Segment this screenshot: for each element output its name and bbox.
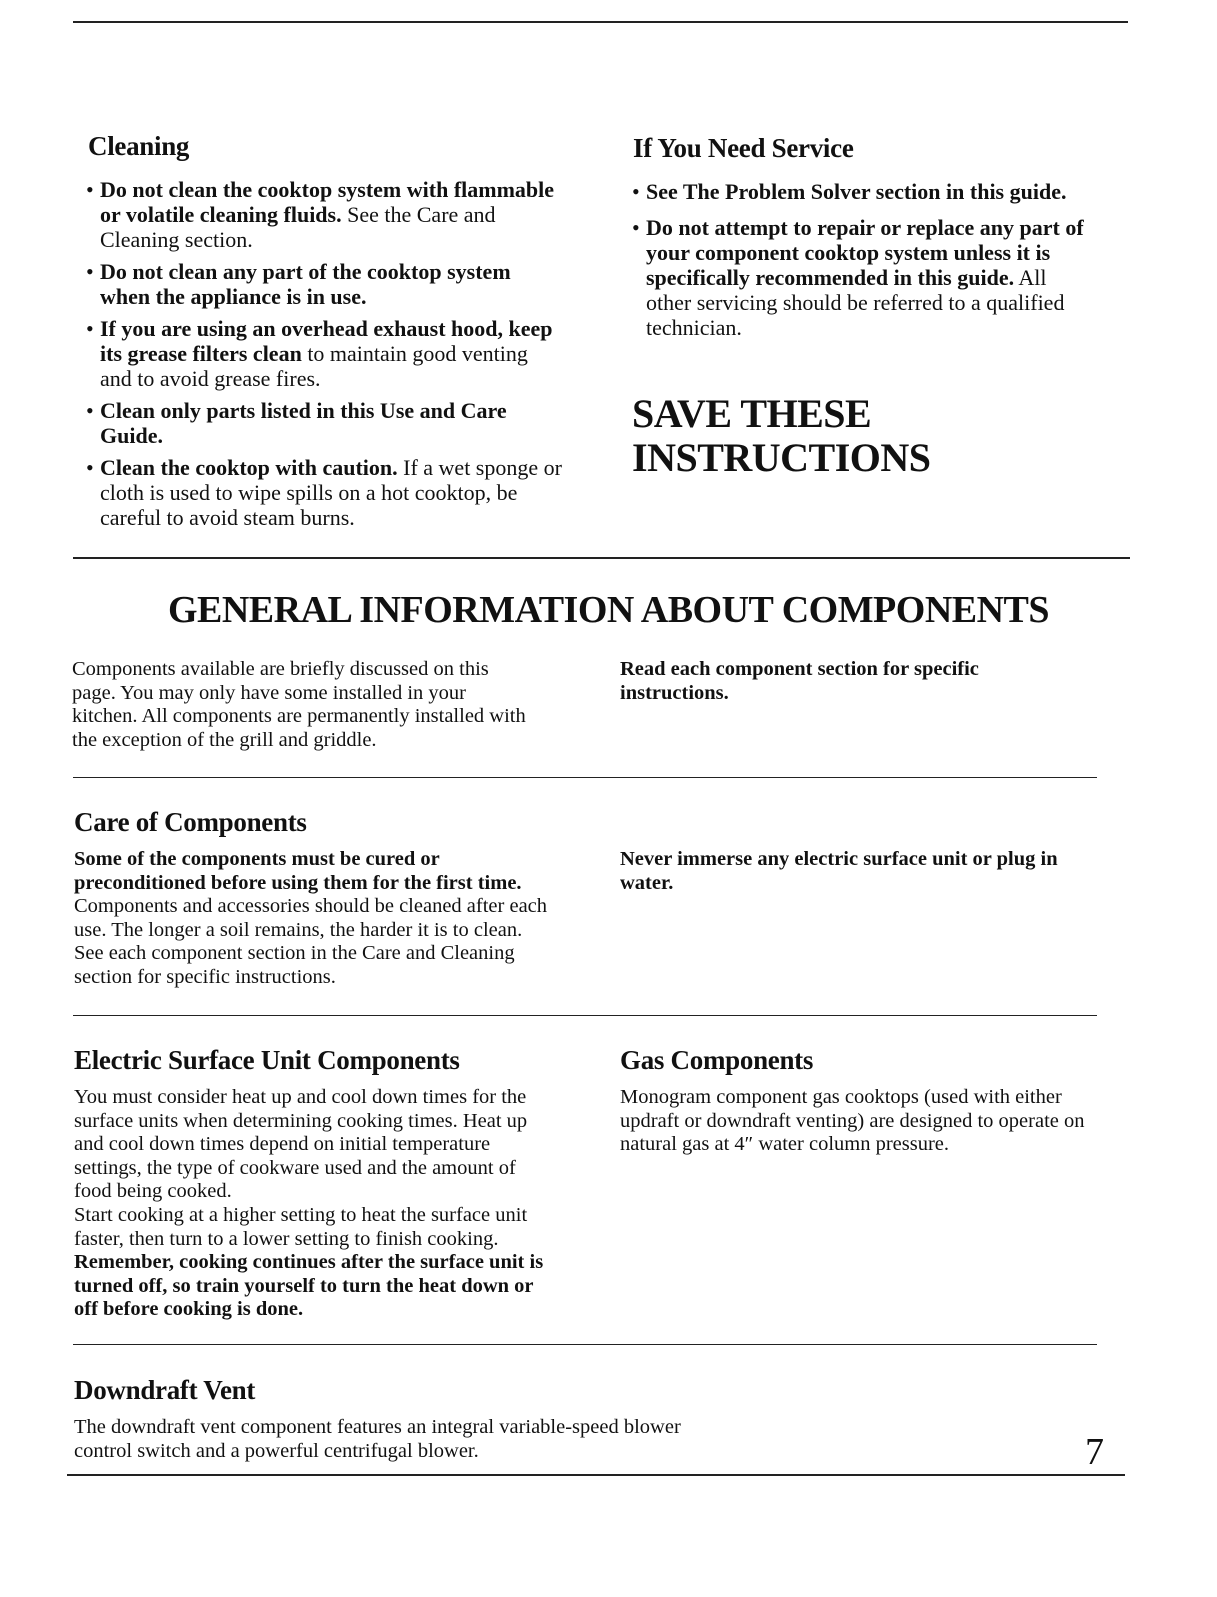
cleaning-heading: Cleaning (88, 131, 190, 161)
bullet-text: All other servicing should be referred to a qualified technician. (646, 265, 1065, 340)
electric-heading: Electric Surface Unit Components (74, 1045, 460, 1075)
cleaning-bullet-4 (86, 398, 540, 448)
care-heading: Care of Components (74, 807, 307, 837)
bullet-dot: • (86, 455, 94, 480)
general-right-text (620, 658, 1060, 705)
cleaning-bullet-5 (86, 455, 570, 530)
bullet-text: If a wet sponge or cloth is used to wipe spills on a hot cooktop, be careful to avoid steam burns. (100, 455, 562, 530)
bullet-dot: • (632, 179, 640, 204)
care-right-text (620, 848, 1070, 895)
care-right-bold: Never immerse any electric surface unit or plug in water. (620, 848, 1058, 894)
bullet-bold: Do not clean the cooktop system with flammable or volatile cleaning fluids. (100, 177, 555, 227)
bullet-bold: Clean only parts listed in this Use and Care Guide. (100, 398, 507, 448)
bullet-dot: • (86, 398, 94, 423)
gas-heading: Gas Components (620, 1045, 814, 1075)
general-left-text: Components available are briefly discussed on this page. You may only have some installed in your kitchen. All components are permanently installed with the exception of the grill and griddle. (72, 658, 526, 751)
downdraft-heading: Downdraft Vent (74, 1375, 256, 1405)
bullet-dot: • (86, 177, 94, 202)
electric-para-2 (74, 1204, 544, 1322)
service-bullet-1 (632, 179, 1116, 204)
section-rule (73, 1344, 1097, 1345)
section-rule (73, 1015, 1097, 1016)
service-bullet-2 (632, 215, 1091, 340)
bottom-rule (67, 1474, 1125, 1476)
bullet-bold: Do not clean any part of the cooktop system when the appliance is in use. (100, 259, 511, 309)
bullet-dot: • (86, 316, 94, 341)
bullet-bold: Do not attempt to repair or replace any part of your component cooktop system unless it is specifically recommended in this guide. (646, 215, 1084, 290)
bullet-bold: See The Problem Solver section in this guide. (646, 179, 1067, 204)
general-title: GENERAL INFORMATION ABOUT COMPONENTS (167, 589, 1050, 631)
gas-text: Monogram component gas cooktops (used with either updraft or downdraft venting) are designed to operate on natural gas at 4″ water column pressure. (620, 1086, 1085, 1155)
save-notice-line-1: SAVE THESE (632, 391, 872, 436)
care-left-bold: Some of the components must be cured or preconditioned before using them for the first time. (74, 848, 522, 894)
bullet-text: to maintain good venting and to avoid grease fires. (100, 341, 528, 391)
page-number: 7 (1085, 1431, 1104, 1473)
cleaning-bullet-2 (86, 259, 560, 309)
cleaning-bullet-3 (86, 316, 560, 391)
downdraft-text: The downdraft vent component features an integral variable-speed blower control switch and a powerful centrifugal blower. (74, 1416, 681, 1462)
general-right-bold: Read each component section for specific instructions. (620, 658, 979, 704)
save-notice-line-2: INSTRUCTIONS (632, 435, 931, 480)
electric-para-1: You must consider heat up and cool down times for the surface units when determining cooking times. Heat up and cool down times depend on initial temperature settings, the type of cookware used and the amount of food being cooked. (74, 1086, 528, 1202)
cleaning-bullet-1 (86, 177, 560, 252)
electric-para-2-bold: Remember, cooking continues after the surface unit is turned off, so train yourself to turn the heat down or off before cooking is done. (74, 1251, 544, 1320)
bullet-bold: Clean the cooktop with caution. (100, 455, 398, 480)
section-rule (73, 777, 1097, 778)
care-left-plain: Components and accessories should be cleaned after each use. The longer a soil remains, the harder it is to clean. See each component section in the Care and Cleaning section for specific instructions. (74, 895, 548, 988)
section-rule (73, 557, 1130, 559)
bullet-text: See the Care and Cleaning section. (100, 202, 496, 252)
service-heading: If You Need Service (633, 133, 854, 163)
top-rule (73, 21, 1128, 23)
care-left-text (74, 848, 554, 989)
bullet-dot: • (86, 259, 94, 284)
bullet-dot: • (632, 215, 640, 240)
electric-para-2-plain: Start cooking at a higher setting to heat the surface unit faster, then turn to a lower setting to finish cooking. (74, 1204, 528, 1250)
bullet-bold: If you are using an overhead exhaust hood, keep its grease filters clean (100, 316, 553, 366)
